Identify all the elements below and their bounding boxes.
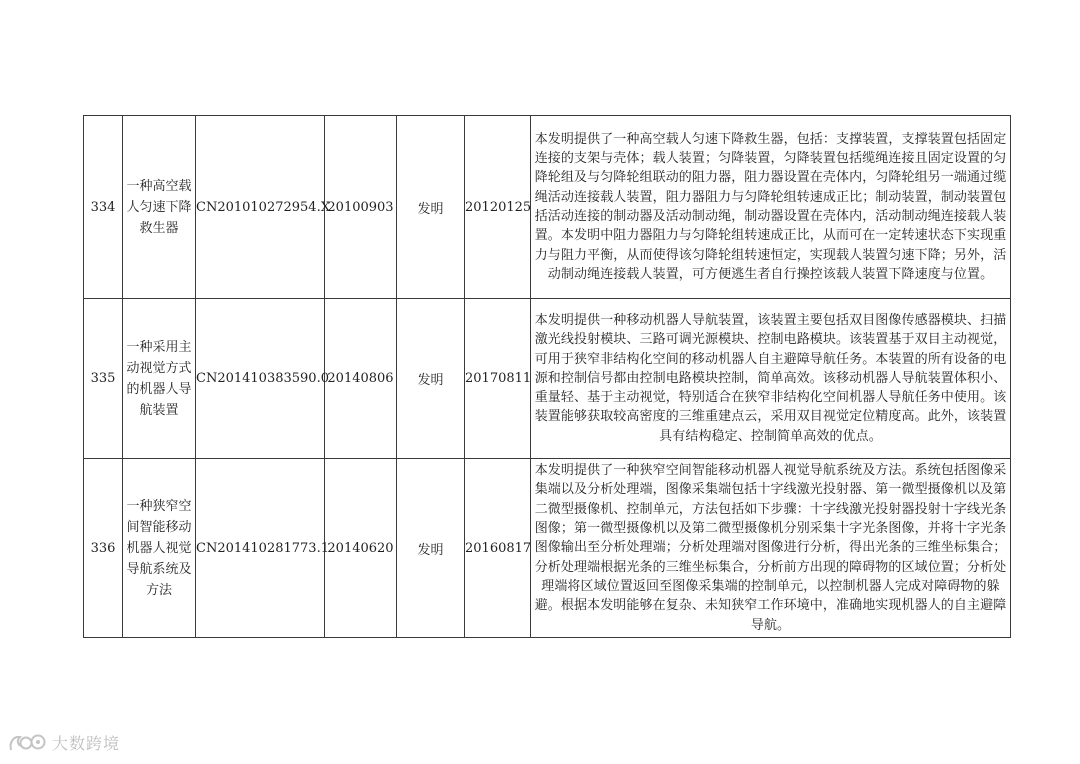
patent-abstract: 本发明提供了一种高空载人匀速下降救生器，包括：支撑装置，支撑装置包括固定连接的支架与壳体；载人装置；匀降装置，匀降装置包括缆绳连接且固定设置的匀降轮组及与匀降轮组联动的阻力器，阻力器设置在壳体内，匀降轮组另一端通过缆绳活动连接载人装置，阻力器阻力与匀降轮组转速成正比；制动装置，制动装置包括活动连接的制动器及活动制动绳，制动器设置在壳体内，活动制动绳连接载人装置。本发明中阻力器阻力与匀降轮组转速成正比，从而可在一定转速状态下实现重力与阻力平衡，从而使得该匀降轮组转速恒定，实现载人装置匀速下降；另外，活动制动绳连接载人装置，可方便逃生者自行操控该载人装置下降速度与位置。 <box>531 116 1011 299</box>
table-row <box>84 116 1011 299</box>
table-row <box>84 299 1011 459</box>
row-index: 334 <box>84 116 123 299</box>
weibo-logo-icon <box>8 730 48 754</box>
patent-title: 一种采用主动视觉方式的机器人导航装置 <box>126 339 192 418</box>
watermark <box>8 730 120 754</box>
patent-title-cell <box>123 459 196 638</box>
application-date: 20140806 <box>325 299 397 459</box>
grant-date: 20170811 <box>465 299 531 459</box>
grant-date: 20160817 <box>465 459 531 638</box>
patent-title-cell <box>123 299 196 459</box>
patent-abstract: 本发明提供一种移动机器人导航装置，该装置主要包括双目图像传感器模块、扫描激光线投射模块、三路可调光源模块、控制电路模块。该装置基于双目主动视觉，可用于狭窄非结构化空间的移动机器人自主避障导航任务。本装置的所有设备的电源和控制信号都由控制电路模块控制，简单高效。该移动机器人导航装置体积小、重量轻、基于主动视觉，特别适合在狭窄非结构化空间机器人导航任务中使用。该装置能够获取较高密度的三维重建点云，采用双目视觉定位精度高。此外，该装置具有结构稳定、控制简单高效的优点。 <box>531 299 1011 459</box>
patent-title: 一种狭窄空间智能移动机器人视觉导航系统及方法 <box>126 498 192 598</box>
table-row <box>84 459 1011 638</box>
application-number: CN201410383590.0 <box>196 299 325 459</box>
row-index: 336 <box>84 459 123 638</box>
watermark-text: 大数跨境 <box>52 733 121 753</box>
patent-table <box>83 115 1011 638</box>
grant-date: 20120125 <box>465 116 531 299</box>
patent-type: 发明 <box>397 299 465 459</box>
application-date: 20140620 <box>325 459 397 638</box>
patent-type: 发明 <box>397 116 465 299</box>
patent-abstract: 本发明提供了一种狭窄空间智能移动机器人视觉导航系统及方法。系统包括图像采集端以及分析处理端，图像采集端包括十字线激光投射器、第一微型摄像机以及第二微型摄像机、控制单元，方法包括如下步骤：十字线激光投射器投射十字线光条图像；第一微型摄像机以及第二微型摄像机分别采集十字光条图像，并将十字光条图像输出至分析处理端；分析处理端对图像进行分析，得出光条的三维坐标集合；分析处理端根据光条的三维坐标集合，分析前方出现的障碍物的区域位置；分析处理端将区域位置返回至图像采集端的控制单元，以控制机器人完成对障碍物的躲避。根据本发明能够在复杂、未知狭窄工作环境中，准确地实现机器人的自主避障导航。 <box>531 459 1011 638</box>
patent-title: 一种高空载人匀速下降救生器 <box>126 178 192 236</box>
application-number: CN201010272954.X <box>196 116 325 299</box>
patent-title-cell <box>123 116 196 299</box>
application-number: CN201410281773.1 <box>196 459 325 638</box>
application-date: 20100903 <box>325 116 397 299</box>
patent-type: 发明 <box>397 459 465 638</box>
row-index: 335 <box>84 299 123 459</box>
